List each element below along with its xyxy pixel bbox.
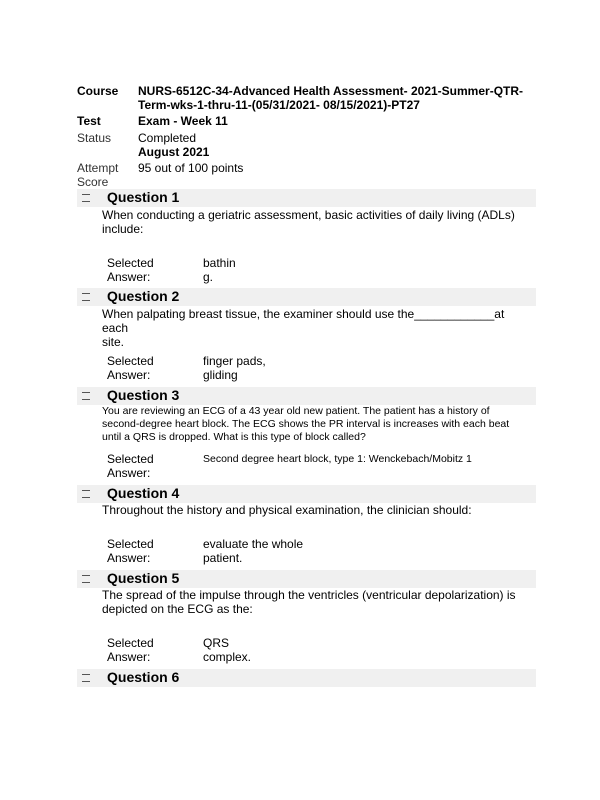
selected-answer-label-line-1: Selected	[107, 636, 154, 650]
question-5-text-line-2: depicted on the ECG as the:	[102, 602, 253, 616]
question-status-icon	[82, 573, 90, 585]
question-status-icon	[82, 192, 90, 204]
question-5-text-line-1: The spread of the impulse through the ventricles (ventricular depolarization) is	[102, 588, 516, 602]
question-4-answer-line-1: evaluate the whole	[203, 537, 304, 551]
course-label: Course	[77, 84, 119, 98]
question-3-text-line-2: second-degree heart block. The ECG shows the PR interval is increases with each beat	[102, 418, 510, 430]
question-1-answer	[203, 256, 333, 284]
question-5-answer	[203, 636, 333, 664]
question-1-answer-line-2: g.	[203, 270, 214, 284]
selected-answer-label-line-2: Answer:	[107, 650, 151, 664]
attempt-label-line-1: Attempt	[77, 161, 119, 175]
selected-answer-label-line-2: Answer:	[107, 551, 151, 565]
selected-answer-label	[107, 256, 167, 284]
selected-answer-label-line-1: Selected	[107, 452, 154, 466]
selected-answer-label	[107, 537, 167, 565]
course-line-2: Term-wks-1-thru-11-(05/31/2021- 08/15/2021)-PT27	[138, 98, 420, 112]
status-date: August 2021	[138, 145, 210, 159]
question-1-text-line-2: include:	[102, 222, 144, 236]
selected-answer-label-line-2: Answer:	[107, 368, 151, 382]
question-2-title: Question 2	[107, 288, 180, 304]
question-1-title: Question 1	[107, 189, 180, 205]
selected-answer-label-line-2: Answer:	[107, 270, 151, 284]
question-status-icon	[82, 291, 90, 303]
question-2-text-line-1: When palpating breast tissue, the examiner should use the____________at each	[102, 307, 505, 335]
question-4-answer-line-2: patient.	[203, 551, 243, 565]
attempt-label-line-2: Score	[77, 175, 109, 189]
question-status-icon	[82, 390, 90, 402]
question-2-answer-line-1: finger pads,	[203, 354, 266, 368]
course-value	[138, 84, 523, 112]
question-3-text-line-3: until a QRS is dropped. What is this type of block called?	[102, 431, 366, 443]
question-3-answer	[203, 452, 523, 466]
question-3-text	[102, 405, 532, 444]
selected-answer-label	[107, 354, 167, 382]
question-1-answer-line-1: bathin	[203, 256, 236, 270]
question-2-text-line-2: site.	[102, 335, 125, 349]
attempt-score-label	[77, 161, 118, 189]
question-5-title: Question 5	[107, 570, 180, 586]
question-1-text	[102, 208, 532, 236]
selected-answer-label	[107, 636, 167, 664]
question-2-answer	[203, 354, 333, 382]
question-3-text-line-1: You are reviewing an ECG of a 43 year old new patient. The patient has a history of	[102, 405, 490, 417]
question-3-title: Question 3	[107, 387, 180, 403]
question-1-text-line-1: When conducting a geriatric assessment, basic activities of daily living (ADLs)	[102, 208, 515, 222]
question-5-answer-line-1: QRS	[203, 636, 230, 650]
question-6-title: Question 6	[107, 669, 180, 685]
selected-answer-label	[107, 452, 167, 480]
question-3-answer-line-1: Second degree heart block, type 1: Wenckebach/Mobitz 1	[203, 453, 472, 465]
question-4-text	[102, 503, 532, 517]
question-4-text-line-1: Throughout the history and physical examination, the clinician should:	[102, 503, 472, 517]
question-status-icon	[82, 672, 90, 684]
test-value: Exam - Week 11	[138, 114, 228, 128]
status-value	[138, 131, 209, 159]
selected-answer-label-line-1: Selected	[107, 354, 154, 368]
test-label: Test	[77, 114, 101, 128]
question-5-answer-line-2: complex.	[203, 650, 252, 664]
selected-answer-label-line-2: Answer:	[107, 466, 151, 480]
question-4-answer	[203, 537, 333, 565]
question-2-text	[102, 307, 532, 349]
selected-answer-label-line-1: Selected	[107, 537, 154, 551]
question-2-answer-line-2: gliding	[203, 368, 238, 382]
course-line-1: NURS-6512C-34-Advanced Health Assessment- 2021-Summer-QTR-	[138, 84, 524, 98]
question-4-title: Question 4	[107, 485, 180, 501]
status-text: Completed	[138, 131, 197, 145]
attempt-score-value: 95 out of 100 points	[138, 161, 244, 175]
question-5-text	[102, 588, 532, 616]
question-status-icon	[82, 488, 90, 500]
status-label: Status	[77, 131, 112, 145]
selected-answer-label-line-1: Selected	[107, 256, 154, 270]
